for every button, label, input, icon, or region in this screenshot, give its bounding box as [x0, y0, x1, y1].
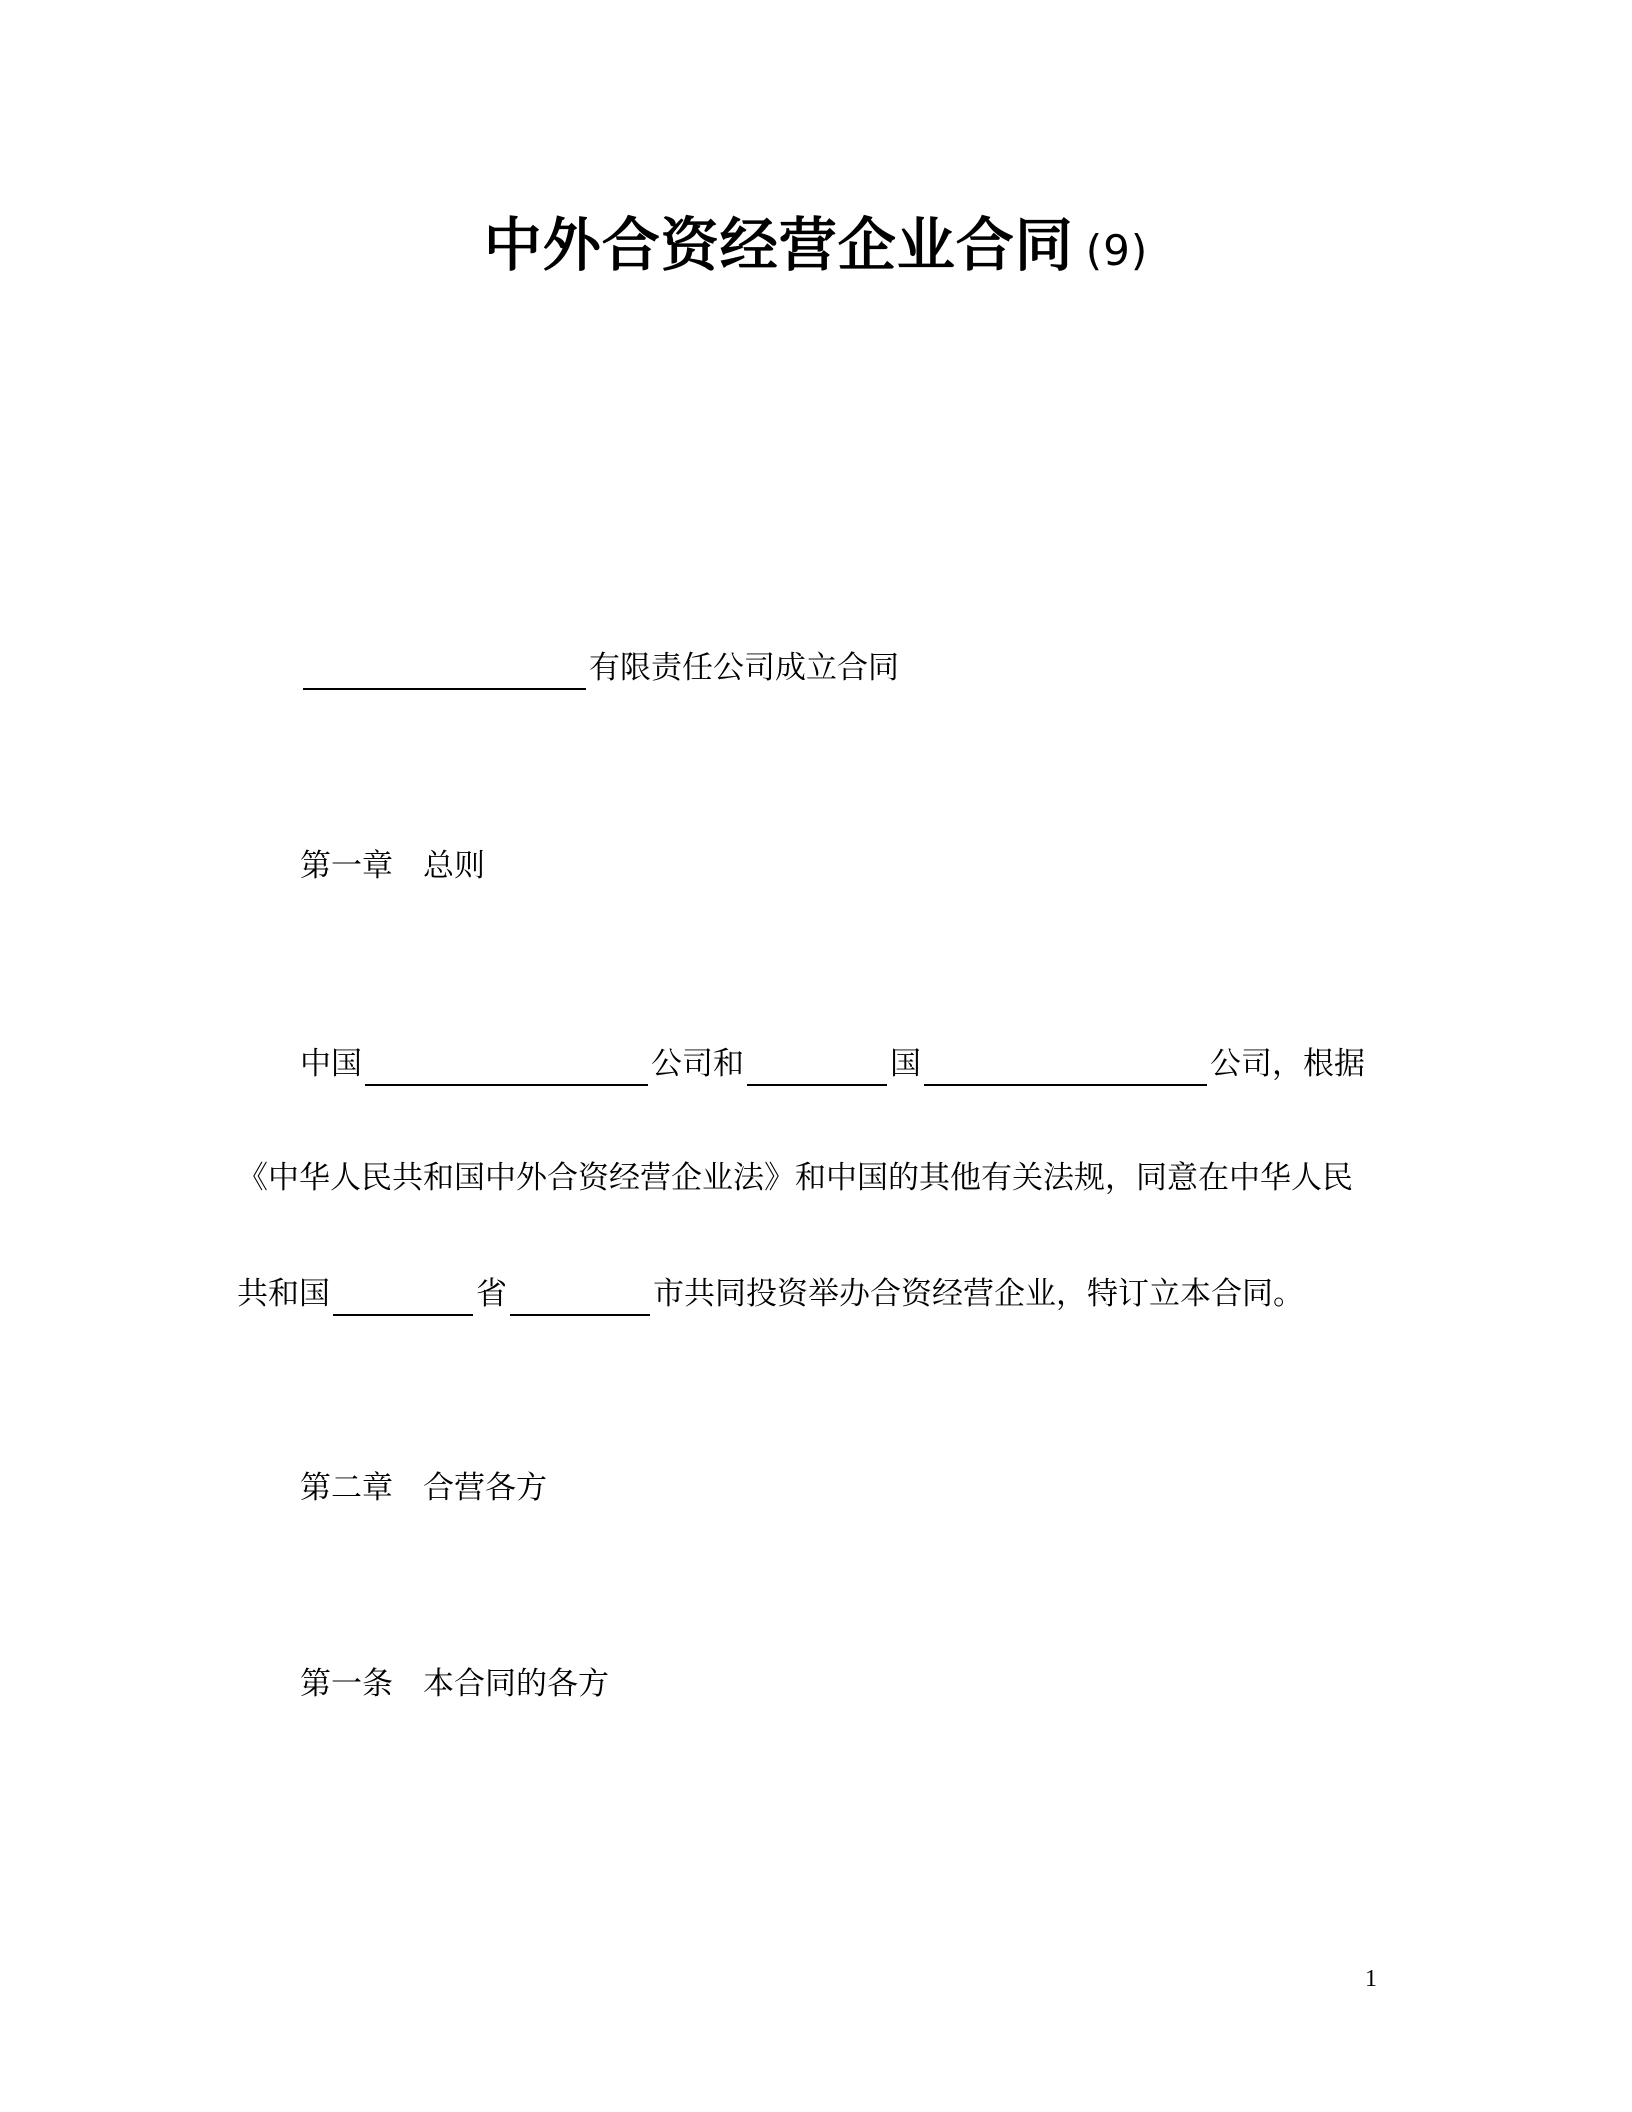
chapter2-number: 第二章: [300, 1470, 393, 1506]
article1-heading: [300, 1662, 609, 1706]
province-blank: [333, 1280, 473, 1316]
page-number: 1: [1365, 1966, 1377, 1992]
preamble-text: 共和国: [237, 1276, 330, 1312]
document-title: [0, 198, 1632, 282]
preamble-line-3: [237, 1272, 1304, 1316]
preamble-text: 中国: [300, 1046, 362, 1082]
title-suffix: (9): [1085, 226, 1149, 275]
article1-name: 本合同的各方: [423, 1666, 609, 1702]
preamble-text: 国: [890, 1046, 921, 1082]
chinese-company-blank: [365, 1050, 648, 1086]
chapter1-number: 第一章: [300, 848, 393, 884]
article1-number: 第一条: [300, 1666, 393, 1702]
preamble-text: 公司，根据: [1210, 1046, 1365, 1082]
country-blank: [747, 1050, 887, 1086]
subtitle-text: 有限责任公司成立合同: [589, 650, 899, 686]
chapter1-name: 总则: [423, 848, 485, 884]
subtitle-line: [300, 646, 899, 690]
title-text: 中外合资经营企业合同: [483, 211, 1074, 279]
preamble-line-2: [237, 1156, 1353, 1200]
preamble-line-1: [300, 1042, 1365, 1086]
chapter1-heading: [300, 844, 485, 888]
preamble-text: 公司和: [651, 1046, 744, 1082]
chapter2-name: 合营各方: [423, 1470, 547, 1506]
preamble-text: 《中华人民共和国中外合资经营企业法》和中国的其他有关法规，同意在中华人民: [237, 1160, 1353, 1196]
chapter2-heading: [300, 1466, 547, 1510]
company-name-blank: [303, 654, 586, 690]
city-blank: [510, 1280, 650, 1316]
preamble-text: 市共同投资举办合资经营企业，特订立本合同。: [653, 1276, 1304, 1312]
foreign-company-blank: [924, 1050, 1207, 1086]
preamble-text: 省: [476, 1276, 507, 1312]
